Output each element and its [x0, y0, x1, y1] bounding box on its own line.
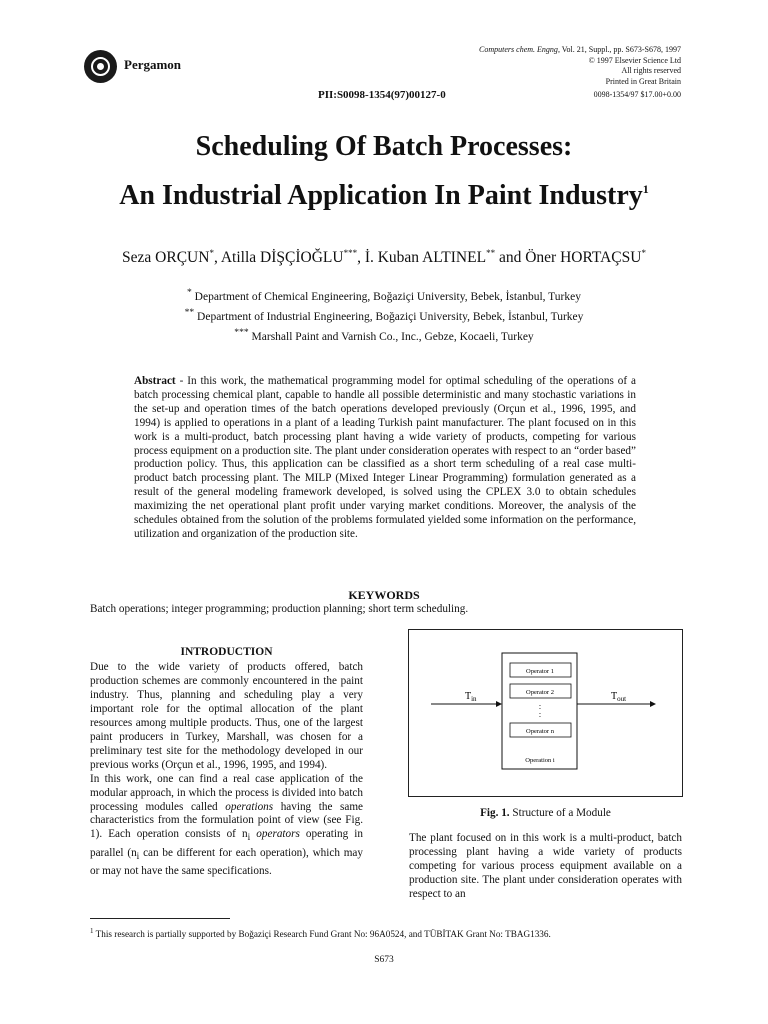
author-mark: **	[486, 248, 496, 258]
author-mark: ***	[343, 248, 358, 258]
footnote-mark: 1	[90, 927, 94, 935]
author-mark: *	[209, 248, 214, 258]
copyright-line: © 1997 Elsevier Science Ltd	[588, 55, 681, 65]
subscript: i	[247, 833, 251, 844]
t-out-label: $T_{out}$	[611, 691, 627, 703]
title-footnote-mark: 1	[642, 182, 649, 196]
paper-title-line-2	[0, 180, 768, 212]
page-number: S673	[374, 955, 394, 965]
author-mark: *	[641, 248, 646, 258]
t-in-label: $T_{in}$	[465, 691, 477, 703]
title-text: An Industrial Application In Paint Industry	[119, 180, 643, 211]
affiliation-mark: ***	[234, 326, 249, 338]
keywords-heading: KEYWORDS	[348, 588, 420, 602]
figure-caption-label: Fig. 1.	[480, 807, 510, 819]
operator-label: Operator n	[526, 728, 554, 735]
printed-line: Printed in Great Britain	[605, 76, 681, 86]
author-separator: and	[495, 249, 526, 267]
ellipsis-dots: :	[538, 710, 542, 719]
rights-line: All rights reserved	[621, 66, 681, 75]
abstract	[134, 375, 636, 542]
logo-emblem-icon	[91, 57, 110, 76]
journal-citation-block	[479, 45, 681, 87]
paragraph-text: having the same characteristics from the formulation point of view (see Fig. 1). Each operation consists of n	[90, 800, 363, 841]
emphasis-text: operations	[225, 800, 274, 813]
module-structure-diagram	[409, 630, 682, 796]
abstract-label: Abstract	[134, 375, 176, 387]
keywords-text: Batch operations; integer programming; production planning; short term scheduling.	[90, 603, 469, 615]
introduction-heading: INTRODUCTION	[180, 646, 273, 658]
right-column-text: The plant focused on in this work is a multi-product, batch processing plant having a wide variety of products competing for various process equipment available on a production site. The plant under consideration operates with respect to an	[409, 832, 682, 900]
publisher-name: Pergamon	[124, 57, 182, 72]
author-list	[0, 248, 768, 267]
introduction-paragraph	[90, 773, 363, 879]
journal-name: Computers chem. Engng	[479, 45, 558, 54]
operator-label: Operator 2	[526, 689, 554, 696]
subscript: i	[136, 851, 140, 862]
affiliation-list	[0, 285, 768, 344]
affiliation	[0, 285, 768, 305]
author-separator: ,	[357, 249, 365, 267]
affiliation-mark: *	[186, 287, 192, 298]
emphasis-text: operators	[250, 828, 300, 841]
operation-label: Operation i	[525, 757, 555, 764]
affiliation-text: Marshall Paint and Varnish Co., Inc., Gebze, Kocaeli, Turkey	[251, 330, 534, 343]
affiliation-text: Department of Industrial Engineering, Boğaziçi University, Bebek, İstanbul, Turkey	[197, 310, 584, 323]
footnote	[90, 927, 551, 939]
author-name: Atilla DİŞÇİOĞLU	[220, 249, 344, 267]
paragraph-text: can be different for each operation), which may or may not have the same specifications.	[90, 846, 363, 877]
affiliation-mark: **	[184, 306, 195, 318]
abstract-text: - In this work, the mathematical programming model for optimal scheduling of the operations of a batch processing chemical plant, capable to handle all possible deterministic and many stochastic variations in the set-up and operation times of the batch operations developed previously (Orçun et al., 1996, 1995, and 1994) is applied to operations in a plant of a leading Turkish paint manufacturer. The plant focused on in this work is a multi-product, batch processing plant having a wide variety of products, competing for various process equipment on a production site. The plant under consideration operates with respect to an “order based” production policy. Thus, this application can be classified as a short term scheduling of a real case multi-product batch processing plant. The MILP (Mixed Integer Linear Programming) formulation generated as a result of the general modeling framework developed, is solved using the CPLEX 3.0 to obtain schedules maximizing the net operational plant profit under varying market conditions. Moreover, the analysis of the schedules obtained from the solution of the problems formulated yielded some information on the performance, utilization and organization of the production site.	[134, 375, 636, 540]
footnote-text: This research is partially supported by Boğaziçi Research Fund Grant No: 96A0524, and TÜBİTAK Grant No: TBAG1336.	[93, 929, 551, 940]
author-name: Seza ORÇUN	[122, 249, 210, 267]
paragraph-text: operating in parallel (n	[90, 828, 363, 859]
author-separator: ,	[213, 249, 221, 267]
affiliation-text: Department of Chemical Engineering, Boğaziçi University, Bebek, İstanbul, Turkey	[194, 290, 581, 303]
operator-label: Operator 1	[526, 668, 554, 675]
paragraph-text: In this work, one can find a real case application of the modular approach, in which the process is divided into batch processing modules called	[90, 772, 363, 813]
ellipsis-dots: :	[538, 702, 542, 711]
pii-code: PII:S0098-1354(97)00127-0	[318, 89, 446, 101]
issn-line: 0098-1354/97 $17.00+0.00	[593, 90, 681, 99]
footnote-divider	[90, 918, 230, 919]
figure-caption-text: Structure of a Module	[509, 807, 611, 819]
paper-title-line-1: Scheduling Of Batch Processes:	[195, 131, 573, 162]
publisher-logo	[84, 50, 117, 83]
journal-volume: , Vol. 21, Suppl., pp. S673-S678, 1997	[557, 45, 681, 54]
introduction-paragraph: Due to the wide variety of products offered, batch production schemes are commonly encountered in the paint industry. Thus, planning and scheduling play a very important role for the optimal allocation of the plant resources among multiple products. Thus, one of the largest paint producers in Turkey, Marshall, was chosen for a preliminary test site for the methodology developed in our previous works (Orçun et al., 1996, 1995, and 1994).	[90, 661, 363, 771]
author-name: Öner HORTAÇSU	[525, 249, 642, 267]
introduction-body	[90, 661, 363, 879]
affiliation	[0, 305, 768, 325]
affiliation	[0, 325, 768, 345]
author-name: İ. Kuban ALTINEL	[364, 249, 487, 267]
figure-caption	[408, 807, 683, 819]
figure-1-frame	[408, 629, 683, 797]
